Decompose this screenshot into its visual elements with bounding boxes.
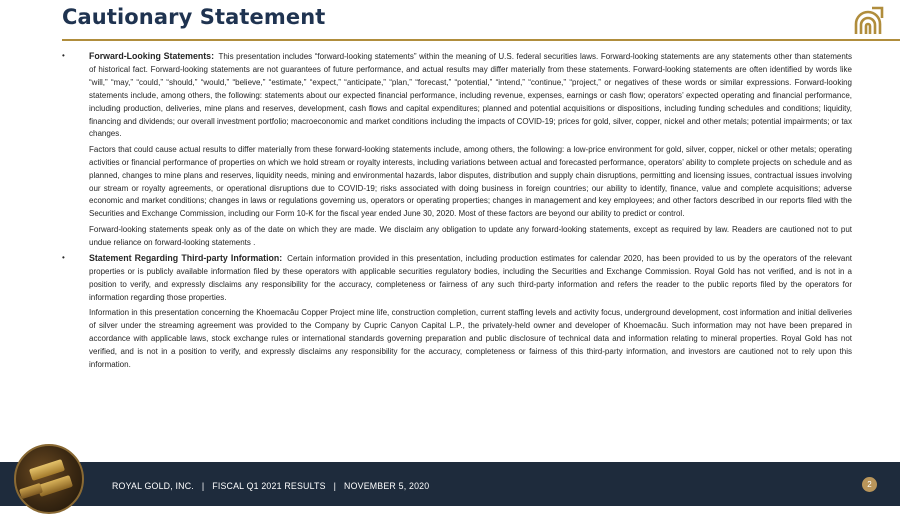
title-divider	[62, 39, 900, 41]
forward-looking-section	[62, 50, 852, 250]
page-number-badge: 2	[862, 477, 877, 492]
forward-looking-heading: Forward-Looking Statements:	[89, 51, 215, 61]
third-party-paragraph-2: Information in this presentation concerning the Khoemacâu Copper Project mine life, construction completion, current staffing levels and activity focus, underground development, cost information and initial deliveries of silver under the streaming agreement was provided to the Company by Cupric Canyon Capital L.P., the privately-held owner and developer of Khoemacâu. Such information may not have been prepared in accordance with applicable laws, stock exchange rules or international standards governing preparation and public disclosure of technical data and information relating to mineral properties. Royal Gold has not verified, and is not in a position to verify, and expressly disclaims any responsibility for the accuracy, completeness or fairness of this third-party information, and investors are cautioned not to rely upon this information.	[89, 308, 852, 369]
forward-looking-paragraph-1	[89, 50, 852, 141]
cautionary-content	[62, 50, 852, 374]
third-party-heading: Statement Regarding Third-party Information:	[89, 253, 283, 264]
forward-looking-paragraph-3: Forward-looking statements speak only as of the date on which they are made. We disclaim any obligation to update any forward-looking statements, except as required by law. Readers are cautioned not to put undue reliance on forward-looking statements .	[89, 224, 852, 247]
bullet-icon: •	[62, 51, 65, 60]
bullet-icon: •	[62, 253, 65, 263]
third-party-text-1: Certain information provided in this presentation, including production estimates for calendar 2020, has been provided to us by the operators of the relevant properties or is publicly available information filed by these operators with applicable securities regulatory bodies, including the Securities and Exchange Commission. Royal Gold has not verified, and is not in a position to verify, and expressly disclaims any responsibility for the accuracy, completeness or fairness of any such third-party information and refers the reader to the public reports filed by the operators for information regarding those properties.	[89, 254, 852, 302]
third-party-paragraph-1	[89, 252, 852, 305]
footer-text: ROYAL GOLD, INC. | FISCAL Q1 2021 RESULTS | NOVEMBER 5, 2020	[112, 481, 430, 491]
royal-gold-logo-icon	[852, 4, 884, 36]
gold-bars-coin-image	[14, 444, 84, 514]
page-title: Cautionary Statement	[62, 5, 326, 29]
third-party-section	[62, 252, 852, 372]
forward-looking-paragraph-2: Factors that could cause actual results to differ materially from these forward-looking statements include, among others, the following: a low-price environment for gold, silver, copper, nickel or other metals; operating activities or financial performance of properties on which we hold stream or royalty interests, including variations between actual and forecasted performance, operators’ ability to complete projects on schedule and as planned, changes to mine plans and reserves, liquidity needs, mining and environmental hazards, labor disputes, distribution and supply chain disruptions, permitting and licensing issues, contractual issues involving our stream or royalty agreements, or operational disruptions due to COVID-19; risks associated with doing business in foreign countries; our ability to identify, finance, value and complete acquisitions; adverse economic and market conditions; changes in laws or regulations governing us, operators or operating properties; changes in management and key employees; and other factors described in our reports filed with the Securities and Exchange Commission, including our Form 10-K for the fiscal year ended June 30, 2020. Most of these factors are beyond our ability to predict or control.	[89, 144, 852, 219]
forward-looking-text-1: This presentation includes “forward-looking statements” within the meaning of U.S. federal securities laws. Forward-looking statements are any statements other than statements of historical fact. Forward-looking statements are not guarantees of future performance, and actual results may differ materially from these statements. Forward-looking statements are often identified by words like “will,” “may,” “could,” “should,” “would,” “believe,” “estimate,” “expect,” “anticipate,” “plan,” “forecast,” “potential,” “intend,” “continue,” “project,” or negatives of these words or similar expressions. Forward-looking statements include, among others, the following: statements about our expected financial performance, including revenue, expenses, earnings or cash flow; operators’ expected operating and financial performance, including production, deliveries, mine plans and reserves, development, cash flows and capital expenditures; planned and potential acquisitions or dispositions, including funding schedules and conditions; liquidity, financing and dividends; our overall investment portfolio; macroeconomic and market conditions including the impacts of COVID-19; prices for gold, silver, copper, nickel and other metals; potential impairments; or tax changes.	[89, 52, 853, 139]
